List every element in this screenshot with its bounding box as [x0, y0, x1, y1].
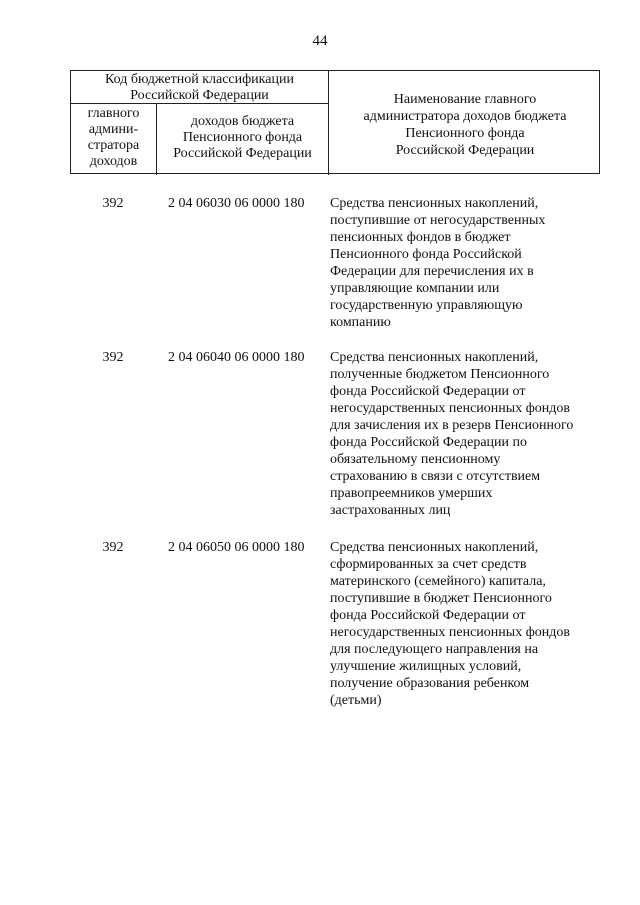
table-header [70, 70, 600, 174]
admin-code: 392 [102, 196, 124, 211]
header-code-group: Код бюджетной классификации Российской Федерации [71, 71, 329, 104]
income-name: Средства пенсионных накоплений, полученные бюджетом Пенсионного фонда Российской Федерации от негосударственных пенсионных фондов для зачисления их в резерв Пенсионного фонда Российской Федерации по обязательному пенсионному страхованию в связи с отсутствием правопреемников умерших застрахованных лиц [330, 350, 574, 518]
income-name: Средства пенсионных накоплений, поступившие от негосударственных пенсионных фондов в бюджет Пенсионного фонда Российской Федерации для перечисления их в управляющие компании или государственную управляющую компанию [330, 196, 546, 330]
income-code: 2 04 06030 06 0000 180 [168, 196, 305, 211]
header-name-column: Наименование главного администратора доходов бюджета Пенсионного фонда Российской Федерации [363, 92, 567, 158]
income-code: 2 04 06050 06 0000 180 [168, 540, 305, 555]
income-code: 2 04 06040 06 0000 180 [168, 350, 305, 365]
page-number: 44 [312, 33, 328, 49]
admin-code: 392 [102, 540, 124, 555]
admin-code: 392 [102, 350, 124, 365]
header-income-column: доходов бюджета Пенсионного фонда Российской Федерации [157, 104, 329, 175]
header-admin-column: главного админи- стратора доходов [71, 104, 157, 175]
income-name: Средства пенсионных накоплений, сформированных за счет средств материнского (семейного) капитала, поступившие в бюджет Пенсионного фонда Российской Федерации от негосударственных пенсионных фондов для последующего направления на улучшение жилищных условий, получение образования ребенком (детьми) [330, 540, 570, 708]
